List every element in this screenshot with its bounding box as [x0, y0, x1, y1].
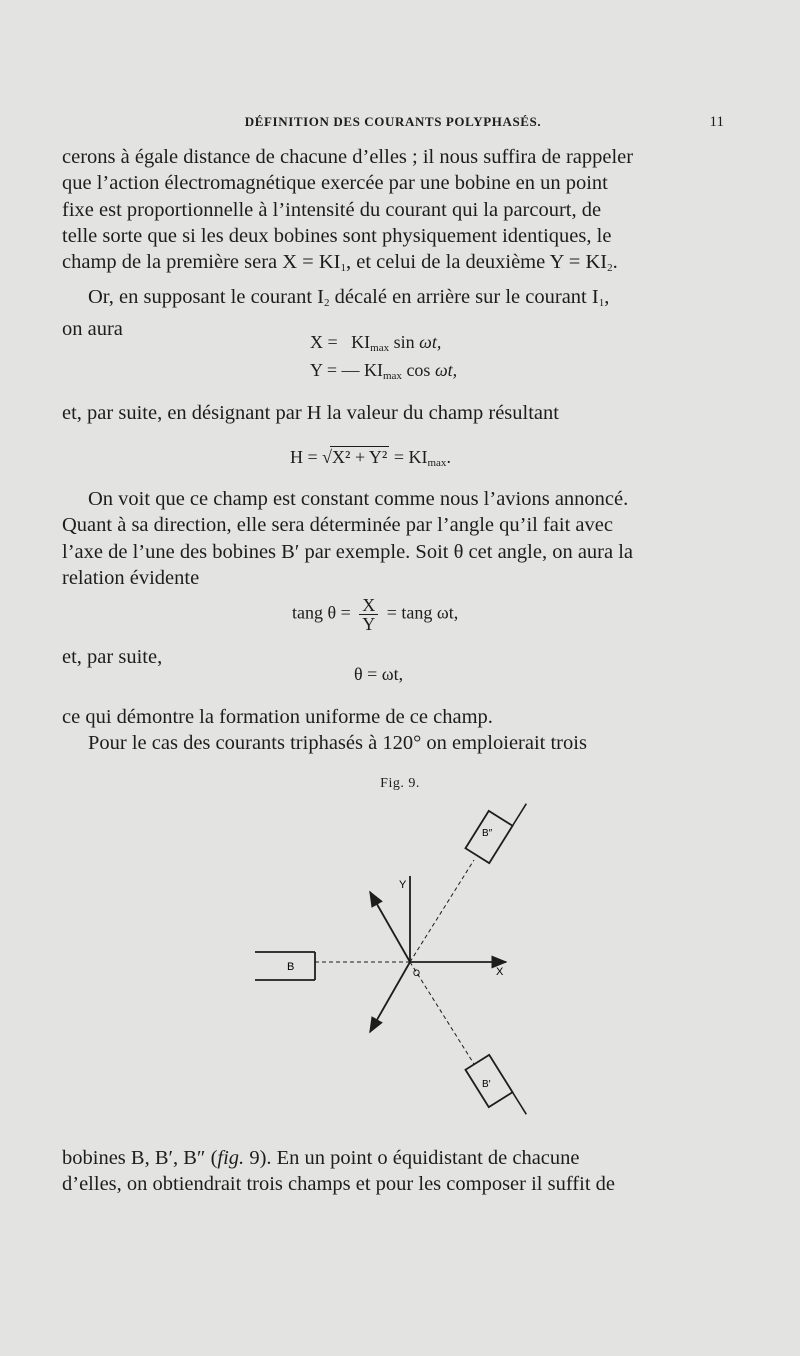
equation-x: X = $KI_{max}$ sin ωt,: [310, 332, 442, 354]
label-y-axis: Y: [399, 879, 407, 891]
label-b-double-prime: B″: [482, 828, 493, 839]
text-line: fixe est proportionnelle à l’intensité du courant qui la parcourt, de: [62, 198, 602, 221]
coil-b: [255, 952, 315, 980]
coil-b-prime: [465, 1055, 526, 1129]
paragraph-8: [62, 1145, 726, 1198]
text-line: que l’action électromagnétique exercée par une bobine en un point: [62, 172, 608, 195]
text-line: Quant à sa direction, elle sera déterminée par l’angle qu’il fait avec: [62, 514, 613, 537]
coil-b-double-prime: [465, 789, 526, 863]
equation-y: Y = — $KI_{max}$ cos ωt,: [310, 360, 458, 382]
text-line: Pour le cas des courants triphasés à 120° on emploierait trois: [88, 732, 587, 754]
text-line: cerons à égale distance de chacune d’elles ; il nous suffira de rappeler: [62, 146, 634, 168]
text-line: champ de la première sera $X = KI_1$, et celui de la deuxième $Y = KI_2$.: [62, 251, 618, 275]
figure-caption: Fig. 9.: [380, 776, 420, 791]
equation-h: $H = √X^2 + Y^2 = KI_{max}$.: [290, 447, 451, 469]
text-line: ce qui démontre la formation uniforme de ce champ.: [62, 706, 493, 728]
running-title: DÉFINITION DES COURANTS POLYPHASÉS.: [244, 114, 542, 129]
equation-theta: θ = ωt,: [354, 664, 404, 684]
field-arrow-lower-left: [370, 962, 410, 1032]
text-line: d’elles, on obtiendrait trois champs et pour les composer il suffit de: [62, 1173, 615, 1196]
fraction: $\frac{X}{Y}$: [359, 596, 378, 633]
text-line: On voit que ce champ est constant comme nous l’avions annoncé.: [88, 488, 629, 510]
label-b-prime: B′: [482, 1079, 491, 1090]
coil-b2-axis: [410, 860, 474, 962]
field-arrow-upper-left: [370, 892, 410, 962]
text-line: on aura: [62, 318, 123, 341]
text-line: et, par suite,: [62, 646, 163, 668]
text-line: et, par suite, en désignant par H la valeur du champ résultant: [62, 402, 559, 424]
text-line: telle sorte que si les deux bobines sont physiquement identiques, le: [62, 224, 612, 247]
label-origin: O: [413, 968, 421, 978]
label-x-axis: X: [496, 966, 504, 978]
equation-tangent: tang θ = $\frac{X}{Y}$ = tang ωt,: [292, 595, 459, 634]
page-number: 11: [709, 114, 724, 130]
label-b: B: [287, 961, 295, 973]
text-line: Or, en supposant le courant $I_2$ décalé en arrière sur le courant $I_1$,: [88, 286, 610, 309]
text-line: bobines B, B′, B″ (fig. 9). En un point o équidistant de chacune: [62, 1147, 580, 1169]
text-line: relation évidente: [62, 566, 200, 589]
text-line: l’axe de l’une des bobines B′ par exemple. Soit θ cet angle, on aura la: [62, 540, 634, 563]
